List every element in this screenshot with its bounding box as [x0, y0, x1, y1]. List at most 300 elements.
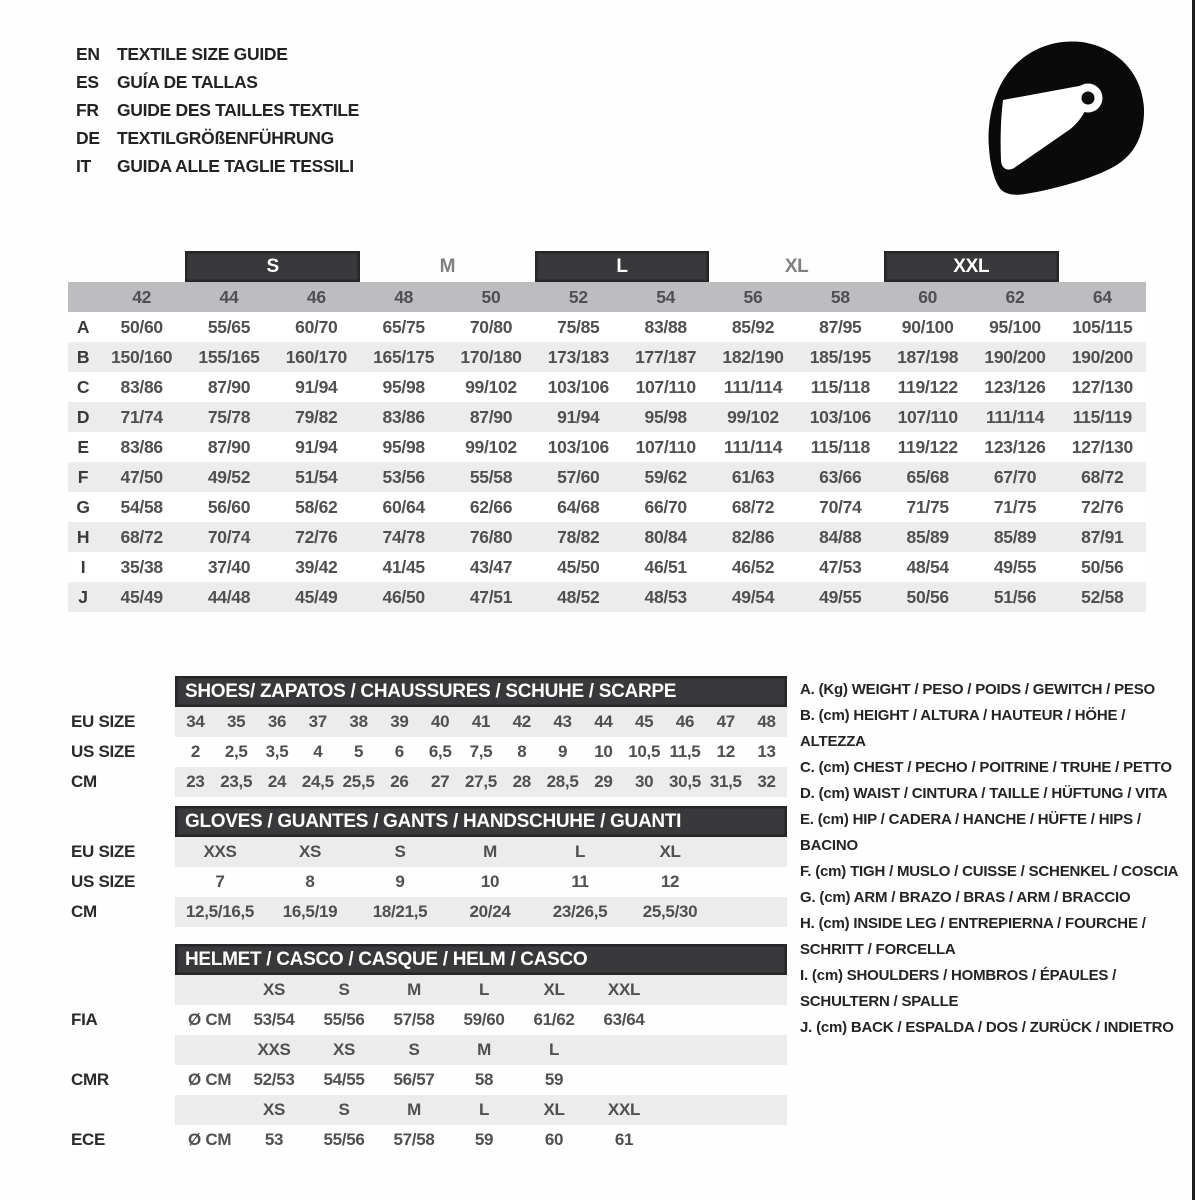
shoes-value: 10,5	[628, 742, 661, 761]
helmet-value: 61	[614, 1130, 634, 1149]
language-title: GUÍA DE TALLAS	[117, 71, 258, 92]
helmet-value: 57/58	[393, 1130, 435, 1149]
language-title: TEXTILGRÖßENFÜHRUNG	[117, 127, 334, 148]
size-value: 62/66	[469, 496, 513, 517]
shoes-value: 36	[267, 712, 287, 731]
size-value: 85/92	[731, 316, 775, 337]
gloves-value: S	[394, 842, 406, 861]
helmet-value: 59	[474, 1130, 494, 1149]
size-value: 95/100	[989, 316, 1041, 337]
helmet-icon	[982, 36, 1148, 206]
right-border-line	[1192, 0, 1195, 1200]
helmet-icon-svg	[982, 36, 1148, 206]
shoes-value: 34	[186, 712, 205, 731]
helmet-size-table	[68, 944, 798, 1155]
size-value: 46/51	[644, 556, 687, 577]
shoes-row	[68, 737, 798, 767]
shoes-value: 10	[594, 742, 613, 761]
legend-item: A. (Kg) WEIGHT / PESO / POIDS / GEWITCH / PESO	[800, 681, 1155, 698]
size-value: 177/187	[635, 346, 697, 367]
size-value: 182/190	[722, 346, 784, 367]
row-label: EU SIZE	[71, 712, 136, 731]
gloves-value: 10	[480, 872, 500, 891]
size-value: 160/170	[285, 346, 347, 367]
size-value: 49/55	[993, 556, 1037, 577]
helmet-value: 53/54	[253, 1010, 295, 1029]
gloves-values	[175, 837, 787, 867]
shoes-value: 8	[517, 742, 527, 761]
helmet-size: M	[477, 1040, 491, 1059]
row-label: H	[76, 526, 90, 547]
size-value: 70/74	[207, 526, 251, 547]
size-value: 51/56	[993, 586, 1037, 607]
size-group-L: L	[535, 251, 710, 282]
helmet-size-header	[175, 1095, 787, 1125]
size-value: 49/55	[819, 586, 862, 607]
helmet-size: L	[548, 1040, 560, 1059]
helmet-size: S	[338, 980, 350, 999]
size-value: 76/80	[469, 526, 513, 547]
gloves-rows	[68, 837, 798, 927]
size-value: 43/47	[469, 556, 513, 577]
language-row	[76, 152, 359, 180]
shoes-value: 28,5	[546, 772, 579, 791]
shoes-value: 23,5	[220, 772, 253, 791]
measurement-row-G	[68, 492, 1146, 522]
row-label: A	[76, 316, 90, 337]
language-title: GUIDA ALLE TAGLIE TESSILI	[117, 155, 354, 176]
measurement-row-H	[68, 522, 1146, 552]
gloves-value: XS	[298, 842, 322, 861]
row-label: CM	[71, 772, 97, 791]
size-value: 46/50	[382, 586, 425, 607]
size-value: 64/68	[557, 496, 600, 517]
shoes-value: 28	[512, 772, 531, 791]
size-value: 82/86	[731, 526, 775, 547]
size-group-XXL: XXL	[884, 251, 1059, 282]
helmet-size-header	[175, 1035, 787, 1065]
language-row	[76, 124, 359, 152]
gloves-value: L	[574, 842, 586, 861]
shoes-value: 24	[267, 772, 287, 791]
size-group-XL: XL	[784, 256, 809, 277]
helmet-size: XS	[262, 980, 286, 999]
size-value: 103/106	[809, 406, 871, 427]
shoes-value: 5	[354, 742, 364, 761]
size-value: 111/114	[985, 406, 1045, 427]
size-value: 115/118	[810, 436, 870, 457]
shoes-title-row	[68, 676, 798, 707]
size-value: 107/110	[635, 436, 696, 457]
size-value: 55/58	[469, 466, 513, 487]
size-value: 63/66	[819, 466, 862, 487]
size-value: 48/54	[906, 556, 949, 577]
size-value: 71/75	[906, 496, 949, 517]
gloves-value: 20/24	[469, 902, 511, 921]
helmet-standard-row-CMR	[68, 1065, 798, 1095]
size-value: 48/53	[644, 586, 687, 607]
size-value: 68/72	[731, 496, 775, 517]
shoes-value: 7,5	[469, 742, 493, 761]
size-value: 71/74	[120, 406, 163, 427]
size-value: 53/56	[382, 466, 425, 487]
gloves-value: 12	[660, 872, 680, 891]
size-value: 50/56	[906, 586, 949, 607]
gloves-title-row	[68, 806, 798, 837]
numeric-size: 54	[656, 286, 676, 307]
shoes-value: 25,5	[342, 772, 375, 791]
size-value: 79/82	[295, 406, 338, 427]
helmet-values	[175, 1065, 787, 1095]
shoes-value: 6,5	[428, 742, 452, 761]
shoes-table-title	[175, 676, 787, 707]
size-value: 71/75	[993, 496, 1037, 517]
size-value: 47/50	[120, 466, 163, 487]
helmet-value: 63/64	[603, 1010, 645, 1029]
size-value: 91/94	[557, 406, 600, 427]
gloves-value: XL	[659, 842, 681, 861]
numeric-size: 60	[918, 286, 938, 307]
standard-label: ECE	[71, 1130, 106, 1149]
size-value: 127/130	[1071, 436, 1133, 457]
helmet-size: L	[478, 980, 490, 999]
diameter-unit: Ø CM	[188, 1070, 232, 1089]
size-value: 150/160	[111, 346, 173, 367]
shoes-value: 35	[227, 712, 246, 731]
legend-item: J. (cm) BACK / ESPALDA / DOS / ZURÜCK / INDIETRO	[800, 1019, 1174, 1036]
size-value: 115/119	[1072, 406, 1132, 427]
gloves-row	[68, 897, 798, 927]
shoes-value: 45	[635, 712, 654, 731]
size-value: 95/98	[382, 376, 425, 397]
size-value: 187/198	[897, 346, 959, 367]
numeric-size: 58	[830, 286, 850, 307]
size-value: 190/200	[1071, 346, 1133, 367]
row-label: D	[76, 406, 90, 427]
helmet-value: 61/62	[533, 1010, 575, 1029]
measurement-row-E	[68, 432, 1146, 462]
size-value: 84/88	[819, 526, 862, 547]
numeric-size: 64	[1092, 286, 1112, 307]
shoes-value: 27	[431, 772, 450, 791]
visor-pivot-dot	[1082, 92, 1095, 105]
shoes-value: 32	[757, 772, 776, 791]
helmet-value: 55/56	[323, 1130, 365, 1149]
spacer	[68, 975, 175, 1005]
shoes-value: 43	[553, 712, 572, 731]
language-title: GUIDE DES TAILLES TEXTILE	[117, 99, 360, 120]
legend-item: E. (cm) HIP / CADERA / HANCHE / HÜFTE / HIPS / BACINO	[800, 811, 1141, 854]
measurement-row-F	[68, 462, 1146, 492]
size-value: 119/122	[897, 376, 958, 397]
row-label: E	[77, 436, 89, 457]
shoes-value: 42	[512, 712, 531, 731]
size-value: 35/38	[120, 556, 163, 577]
size-value: 51/54	[295, 466, 338, 487]
size-value: 59/62	[644, 466, 687, 487]
size-value: 44/48	[207, 586, 251, 607]
size-value: 57/60	[557, 466, 600, 487]
helmet-values	[175, 1125, 787, 1155]
helmet-size-header-row-CMR	[68, 1035, 798, 1065]
gloves-value: 25,5/30	[642, 902, 698, 921]
size-value: 72/76	[1081, 496, 1124, 517]
size-value: 83/86	[120, 376, 163, 397]
size-value: 72/76	[295, 526, 338, 547]
size-value: 83/86	[120, 436, 163, 457]
size-value: 99/102	[465, 376, 517, 397]
gloves-value: 12,5/16,5	[185, 902, 255, 921]
language-row	[76, 96, 359, 124]
shoes-value: 46	[675, 712, 695, 731]
size-value: 65/68	[906, 466, 949, 487]
shoes-value: 9	[557, 742, 568, 761]
numeric-size: 44	[219, 286, 239, 307]
language-row	[76, 68, 359, 96]
size-value: 173/183	[547, 346, 609, 367]
size-value: 95/98	[382, 436, 425, 457]
size-value: 115/118	[810, 376, 870, 397]
numeric-size: 52	[568, 286, 588, 307]
row-label: I	[80, 556, 86, 577]
size-value: 127/130	[1071, 376, 1133, 397]
language-code: EN	[76, 43, 100, 64]
gloves-value: 16,5/19	[282, 902, 338, 921]
size-value: 49/52	[207, 466, 251, 487]
size-value: 70/74	[819, 496, 862, 517]
shoes-value: 48	[757, 712, 776, 731]
diameter-unit: Ø CM	[188, 1010, 232, 1029]
shoes-value: 6	[394, 742, 404, 761]
size-value: 111/114	[723, 376, 783, 397]
shoes-value: 26	[390, 772, 409, 791]
shoes-values	[175, 707, 787, 737]
helmet-value: 58	[474, 1070, 494, 1089]
spacer	[68, 676, 175, 707]
size-value: 50/56	[1081, 556, 1124, 577]
helmet-value: 59	[544, 1070, 564, 1089]
gloves-value: 18/21,5	[372, 902, 428, 921]
language-list	[76, 40, 359, 180]
size-value: 75/78	[207, 406, 251, 427]
shoes-table-title-text: SHOES/ ZAPATOS / CHAUSSURES / SCHUHE / SCARPE	[185, 680, 677, 702]
shoes-size-table	[68, 676, 798, 797]
size-value: 119/122	[897, 436, 958, 457]
size-value: 47/53	[819, 556, 862, 577]
language-code: ES	[76, 71, 99, 92]
row-label: G	[76, 496, 90, 517]
size-value: 105/115	[1072, 316, 1133, 337]
size-value: 87/91	[1081, 526, 1124, 547]
shoes-value: 3,5	[265, 742, 289, 761]
shoes-value: 41	[471, 712, 491, 731]
size-value: 37/40	[207, 556, 251, 577]
size-value: 46/52	[731, 556, 775, 577]
gloves-row	[68, 837, 798, 867]
helmet-size: S	[408, 1040, 420, 1059]
spacer	[68, 806, 175, 837]
gloves-table-title	[175, 806, 787, 837]
helmet-standard-row-FIA	[68, 1005, 798, 1035]
size-value: 70/80	[469, 316, 513, 337]
helmet-value: 52/53	[253, 1070, 295, 1089]
helmet-size: M	[407, 980, 421, 999]
helmet-standard-row-ECE	[68, 1125, 798, 1155]
shoes-value: 24,5	[301, 772, 334, 791]
legend-item: B. (cm) HEIGHT / ALTURA / HAUTEUR / HÖHE / ALTEZZA	[800, 707, 1126, 750]
size-value: 87/90	[207, 436, 251, 457]
gloves-value: 23/26,5	[552, 902, 608, 921]
size-value: 52/58	[1081, 586, 1124, 607]
textile-size-table	[68, 251, 1146, 612]
helmet-size: XL	[543, 980, 565, 999]
shoes-value: 2,5	[224, 742, 248, 761]
measurement-row-J	[68, 582, 1146, 612]
shoes-value: 4	[313, 742, 323, 761]
legend-item: C. (cm) CHEST / PECHO / POITRINE / TRUHE / PETTO	[800, 759, 1172, 776]
gloves-value: M	[483, 842, 497, 861]
gloves-value: 7	[215, 872, 225, 891]
size-value: 103/106	[547, 376, 609, 397]
numeric-size: 50	[481, 286, 501, 307]
shoes-value: 11,5	[669, 742, 701, 761]
size-value: 45/49	[120, 586, 163, 607]
shoes-value: 27,5	[465, 772, 497, 791]
size-value: 155/165	[198, 346, 260, 367]
size-value: 41/45	[382, 556, 425, 577]
size-value: 47/51	[469, 586, 513, 607]
helmet-size: XXL	[607, 980, 641, 999]
measurement-row-I	[68, 552, 1146, 582]
numeric-size: 48	[394, 286, 414, 307]
size-value: 49/54	[731, 586, 775, 607]
row-label: EU SIZE	[71, 842, 136, 861]
size-value: 123/126	[984, 436, 1046, 457]
row-label: F	[77, 466, 89, 487]
size-value: 185/195	[809, 346, 871, 367]
shoes-value: 23	[186, 772, 205, 791]
legend-item: D. (cm) WAIST / CINTURA / TAILLE / HÜFTUNG / VITA	[800, 785, 1168, 802]
size-value: 55/65	[207, 316, 251, 337]
numeric-size: 56	[743, 286, 763, 307]
language-code: IT	[76, 155, 91, 176]
shoes-value: 39	[390, 712, 409, 731]
shoes-value: 13	[757, 742, 776, 761]
helmet-size-header-row-FIA	[68, 975, 798, 1005]
row-label: J	[78, 586, 88, 607]
size-value: 99/102	[727, 406, 779, 427]
measurement-row-A	[68, 312, 1146, 342]
size-value: 78/82	[557, 526, 600, 547]
numeric-size-row	[68, 282, 1146, 312]
gloves-table-title-text: GLOVES / GUANTES / GANTS / HANDSCHUHE / GUANTI	[185, 810, 682, 832]
gloves-value: 11	[571, 872, 589, 891]
helmet-value: 54/55	[323, 1070, 365, 1089]
gloves-value: 8	[305, 872, 315, 891]
gloves-size-table	[68, 806, 798, 927]
helmet-size: XS	[332, 1040, 356, 1059]
helmet-table-title-text: HELMET / CASCO / CASQUE / HELM / CASCO	[185, 948, 588, 970]
shoes-value: 47	[716, 712, 735, 731]
language-row	[76, 40, 359, 68]
shoes-value: 12	[716, 742, 735, 761]
size-value: 58/62	[295, 496, 338, 517]
gloves-value: XXS	[203, 842, 237, 861]
size-value: 65/75	[382, 316, 425, 337]
size-value: 87/90	[207, 376, 251, 397]
shoes-value: 30,5	[669, 772, 701, 791]
shoes-value: 44	[594, 712, 613, 731]
legend-item: F. (cm) TIGH / MUSLO / CUISSE / SCHENKEL / COSCIA	[800, 863, 1179, 880]
size-value: 107/110	[897, 406, 958, 427]
size-value: 91/94	[295, 376, 338, 397]
size-value: 95/98	[644, 406, 687, 427]
size-value: 85/89	[993, 526, 1037, 547]
size-value: 45/49	[295, 586, 338, 607]
shoes-values	[175, 737, 787, 767]
helmet-size: M	[407, 1100, 421, 1119]
size-value: 68/72	[120, 526, 163, 547]
size-value: 107/110	[635, 376, 696, 397]
size-value: 83/86	[382, 406, 425, 427]
size-value: 103/106	[547, 436, 609, 457]
size-value: 99/102	[465, 436, 517, 457]
numeric-size: 42	[132, 286, 152, 307]
shoes-row	[68, 707, 798, 737]
size-value: 111/114	[723, 436, 783, 457]
size-value: 39/42	[295, 556, 338, 577]
measurement-row-C	[68, 372, 1146, 402]
shoes-value: 40	[431, 712, 450, 731]
legend-item: H. (cm) INSIDE LEG / ENTREPIERNA / FOURCHE / SCHRITT / FORCELLA	[800, 915, 1146, 958]
gloves-values	[175, 867, 787, 897]
size-value: 190/200	[984, 346, 1046, 367]
size-value: 60/70	[295, 316, 338, 337]
spacer	[68, 944, 175, 975]
legend-item: I. (cm) SHOULDERS / HOMBROS / ÉPAULES / SCHULTERN / SPALLE	[800, 967, 1117, 1010]
numeric-size: 46	[306, 286, 326, 307]
helmet-table-title	[175, 944, 787, 975]
numeric-size: 62	[1005, 286, 1025, 307]
size-value: 60/64	[382, 496, 425, 517]
helmet-value: 56/57	[393, 1070, 435, 1089]
size-group-M: M	[439, 256, 456, 277]
shoes-value: 31,5	[709, 772, 742, 791]
size-value: 75/85	[557, 316, 600, 337]
helmet-title-row	[68, 944, 798, 975]
row-label: US SIZE	[71, 742, 136, 761]
spacer	[68, 1095, 175, 1125]
size-value: 85/89	[906, 526, 949, 547]
size-value: 67/70	[993, 466, 1037, 487]
helmet-values	[175, 1005, 787, 1035]
shoes-row	[68, 767, 798, 797]
row-label: B	[76, 346, 90, 367]
gloves-value: 9	[395, 872, 405, 891]
size-value: 56/60	[207, 496, 251, 517]
shoes-value: 30	[635, 772, 654, 791]
helmet-value: 59/60	[463, 1010, 505, 1029]
language-code: FR	[76, 99, 99, 120]
diameter-unit: Ø CM	[188, 1130, 232, 1149]
helmet-size: S	[338, 1100, 350, 1119]
helmet-size: XL	[543, 1100, 565, 1119]
size-value: 170/180	[460, 346, 522, 367]
shoes-value: 2	[190, 742, 200, 761]
measurement-legend	[800, 677, 1190, 1041]
size-value: 54/58	[120, 496, 163, 517]
helmet-value: 60	[544, 1130, 564, 1149]
